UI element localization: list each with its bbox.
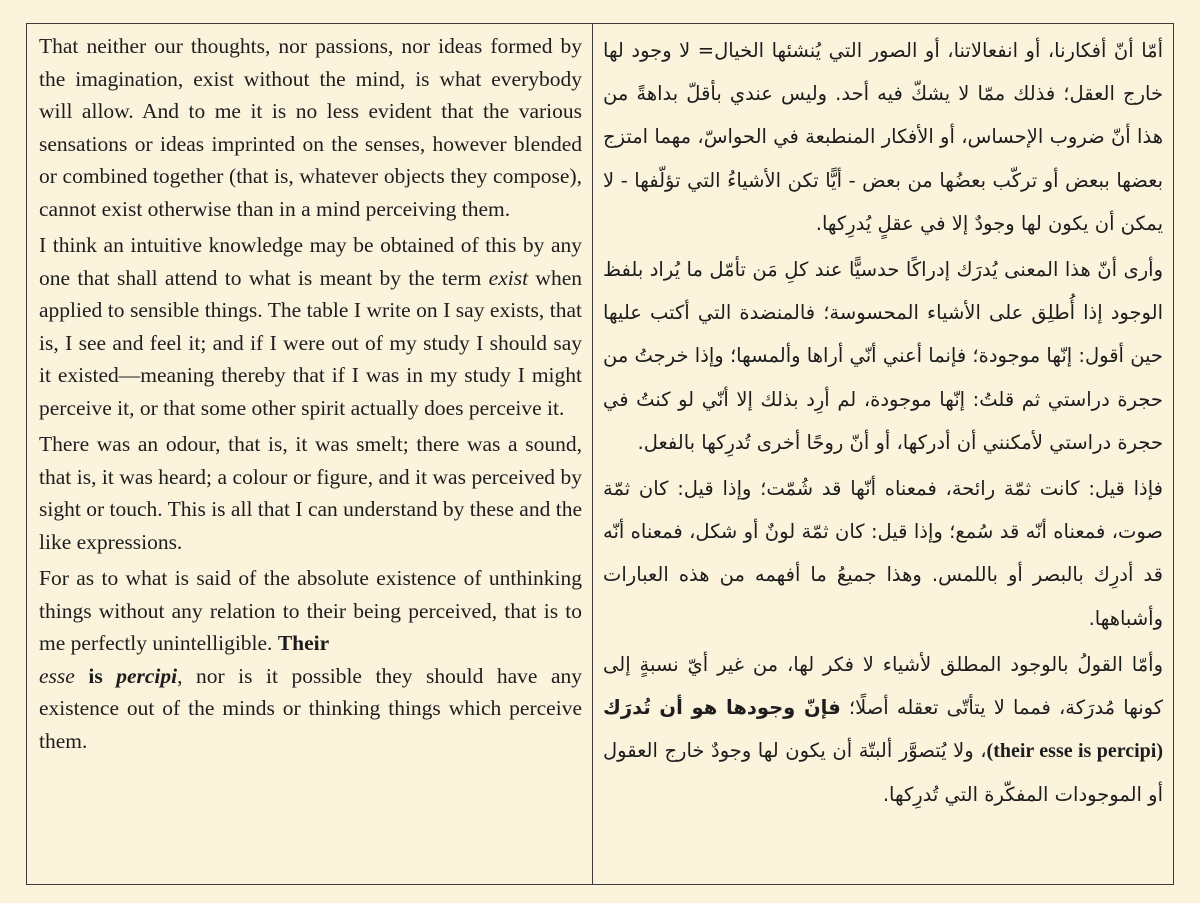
english-column [27, 24, 593, 884]
arabic-column [593, 24, 1173, 884]
arabic-p4-text-a: وأمّا القولُ بالوجود المطلق لأشياء لا فكر لها، من غير أيّ نسبةٍ إلى كونها مُدرَكة، فمما لا يتأتّى تعقله أصلًا؛ [603, 652, 1163, 720]
english-p4-text-b: , nor is it possible they should have any existence out of the minds or thinking things which perceive them. [39, 663, 583, 753]
english-p4-percipi: percipi [116, 663, 178, 688]
english-p2-text-a: I think an intuitive knowledge may be obtained of this by any one that shall attend to what is meant by the term [39, 233, 582, 290]
arabic-p4-latin: (their esse is percipi) [986, 740, 1163, 763]
arabic-p4-text-b: ، ولا يُتصوَّر ألبتّة أن يكون لها وجودٌ خارج العقول أو الموجودات المفكّرة التي تُدرِكها. [603, 739, 1163, 807]
english-paragraph-1: That neither our thoughts, nor passions, nor ideas formed by the imagination, exist without the mind, is what everybody will allow. And to me it is no less evident that the various sensations or ideas imprinted on the senses, however blended or combined together (that is, whatever objects they compose), cannot exist otherwise than in a mind perceiving them. [39, 34, 582, 221]
arabic-paragraph-1: أمّا أنّ أفكارنا، أو انفعالاتنا، أو الصور التي يُنشئها الخيال= لا وجود لها خارج العقل؛ فذلك ممّا لا يشكّ فيه أحد. وليس عندي بأقلّ بداهةً من هذا أنّ ضروب الإحساس، أو الأفكار المنطبعة في الحواسّ، مهما امتزج بعضها ببعض أو تركّب بعضُها من بعض - أيًّا تكن الأشياءُ التي تؤلّفها - لا يمكن أن يكون لها وجودٌ إلا في عقلٍ يُدرِكها. [603, 39, 1163, 235]
arabic-paragraph-4 [603, 643, 1163, 817]
english-p2-text-b: when applied to sensible things. The table I write on I say exists, that is, I see and feel it; and if I were out of my study I should say it existed—meaning thereby that if I was in my study I might perceive it, or that some other spirit actually does perceive it. [39, 265, 582, 420]
arabic-p4-bold: فإنّ وجودها هو أن تُدرَك [603, 696, 841, 720]
english-p4-is: is [88, 663, 103, 688]
english-paragraph-2 [39, 229, 582, 424]
english-p4-esse: esse [39, 663, 75, 688]
arabic-paragraph-2: وأرى أنّ هذا المعنى يُدرَك إدراكًا حدسيًّا عند كلِ مَن تأمّل ما يُراد بلفظ الوجود إذا أُطلِق على الأشياء المحسوسة؛ فالمنضدة التي أكتب عليها حين أقول: إنّها موجودة؛ فإنما أعني أنّي أراها وألمسها؛ وإذا خرجتُ من حجرة دراستي ثم قلتُ: إنّها موجودة، لم أرِد بذلك إلا أنّي لو كنتُ في حجرة دراستي لأمكنني أن أدركها، أو أنّ روحًا أخرى تُدرِكها بالفعل. [603, 258, 1163, 454]
bilingual-text-table [26, 23, 1174, 885]
english-p4-their: Their [277, 631, 330, 655]
english-p2-exist: exist [488, 265, 529, 290]
english-p4-text-a: For as to what is said of the absolute existence of unthinking things without any relation to their being perceived, that is to me perfectly unintelligible. [39, 566, 582, 655]
arabic-paragraph-3: فإذا قيل: كانت ثمّة رائحة، فمعناه أنّها قد شُمّت؛ وإذا قيل: كان ثمّة صوت، فمعناه أنّه قد سُمع؛ وإذا قيل: كان ثمّة لونٌ أو شكل، فمعناه أنّه قد أدرِك بالبصر أو باللمس. وهذا جميعُ ما أفهمه من هذه العبارات وأشباهها. [603, 477, 1163, 630]
english-paragraph-4 [39, 562, 582, 757]
english-paragraph-3: There was an odour, that is, it was smelt; there was a sound, that is, it was heard; a colour or figure, and it was perceived by sight or touch. This is all that I can understand by these and the like expressions. [39, 432, 582, 554]
